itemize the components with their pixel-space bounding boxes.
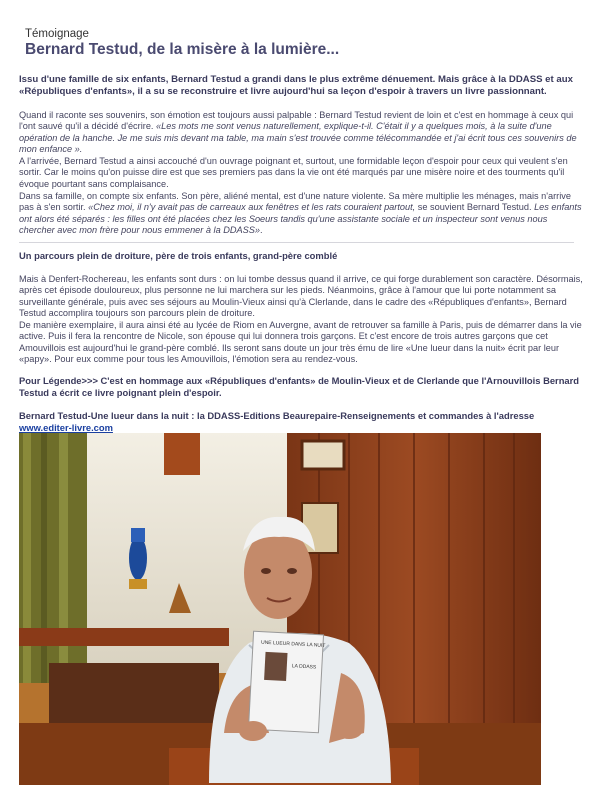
paragraph-5: De manière exemplaire, il aura ainsi été au lycée de Riom en Auvergne, avant de retrouver sa famille à Paris, puis de démarrer dans la vie active. Puis il fera la rencontre de Nicole, son épouse qui lui donnera trois garçons. Et c'est encore de trois autres garçons que cet Amouvillois est aujourd'hui le grand-père comblé. Ils seront sans doute un jour très ému de lire «Une lueur dans la nuit» écrit par leur «papy». Pour eux comme pour tous les Amouvillois, l'émotion sera au rendez-vous. bbox=[19, 320, 582, 365]
section-divider bbox=[19, 242, 574, 243]
section-subheading: Un parcours plein de droiture, père de trois enfants, grand-père comblé bbox=[19, 250, 338, 261]
article-lead: Issu d'une famille de six enfants, Bernard Testud a grandi dans le plus extrême dénuement. Mais grâce à la DDASS et aux «Républiques d'enfants», il a su se reconstruire et livre aujourd'hui sa leçon d'espoir à travers un livre passionnant. bbox=[19, 74, 573, 97]
paragraph-3: Dans sa famille, on compte six enfants. Son père, aliéné mental, est d'une nature violente. Sa mère multiplie les ménages, mais n'arrive pas à s'en sortir. «Chez moi, il n'y avait pas de carreaux aux fenêtres et les rats couraient partout, se souvient Bernard Testud. Les enfants ont alors été séparés : les filles ont été placées chez les Soeurs tandis qu'une assistante sociale et un inspecteur sont venus nous chercher avec mon frère pour nous emmener à la DDASS». bbox=[19, 191, 582, 236]
paragraph-2: A l'arrivée, Bernard Testud a ainsi accouché d'un ouvrage poignant et, surtout, une formidable leçon d'espoir pour ceux qui veulent s'en sortir. Car le moins qu'on puisse dire est que ses premiers pas dans la vie ont été marqués par une misère noire et des tourments qu'il évoque pourtant sans complaisance. bbox=[19, 156, 568, 189]
book-info: Bernard Testud-Une lueur dans la nuit : la DDASS-Editions Beaurepaire-Renseignements et commandes à l'adresse www.editer-livre.com bbox=[19, 410, 535, 433]
publisher-link[interactable]: www.editer-livre.com bbox=[19, 421, 113, 433]
book-cover-subtitle: LA DDASS bbox=[291, 663, 317, 671]
author-photo bbox=[19, 433, 541, 785]
paragraph-4: Mais à Denfert-Rochereau, les enfants sont durs : on lui tombe dessus quand il arrive, ce qui forge durablement son caractère. Désormais, après cet épisode douloureux, plus personne ne lui marchera sur les pieds. Néanmoins, grâce à l'amour que lui porte notamment sa surveillante générale, puis avec ses séjours au Moulin-Vieux ainsi qu'à Clerlande, dans le cadre des «Républiques d'enfants», Bernard Testud accomplira toujours son parcours plein de droiture. bbox=[19, 274, 583, 319]
article-kicker: Témoignage bbox=[25, 28, 89, 40]
book-cover-title: UNE LUEUR DANS LA NUIT bbox=[260, 639, 326, 650]
photo-legend: Pour Légende>>> C'est en hommage aux «Républiques d'enfants» de Moulin-Vieux et de Clerlande que l'Arnouvillois Bernard Testud a écrit ce livre poignant plein d'espoir. bbox=[19, 375, 580, 398]
article-title: Bernard Testud, de la misère à la lumière... bbox=[25, 41, 340, 58]
paragraph-1: Quand il raconte ses souvenirs, son émotion est toujours aussi palpable : Bernard Testud revient de loin et c'est en hommage à ceux qui l'ont sauvé qu'il a décidé d'écrire. «Les mots me sont venus naturellement, explique-t-il. C'était il y a quelques mois, à la suite d'une opération de la hanche. Je me suis mis devant ma table, ma main s'est trouvée comme télécommandée et j'ai écrit tous ces souvenirs de mon enfance ». bbox=[19, 110, 577, 155]
